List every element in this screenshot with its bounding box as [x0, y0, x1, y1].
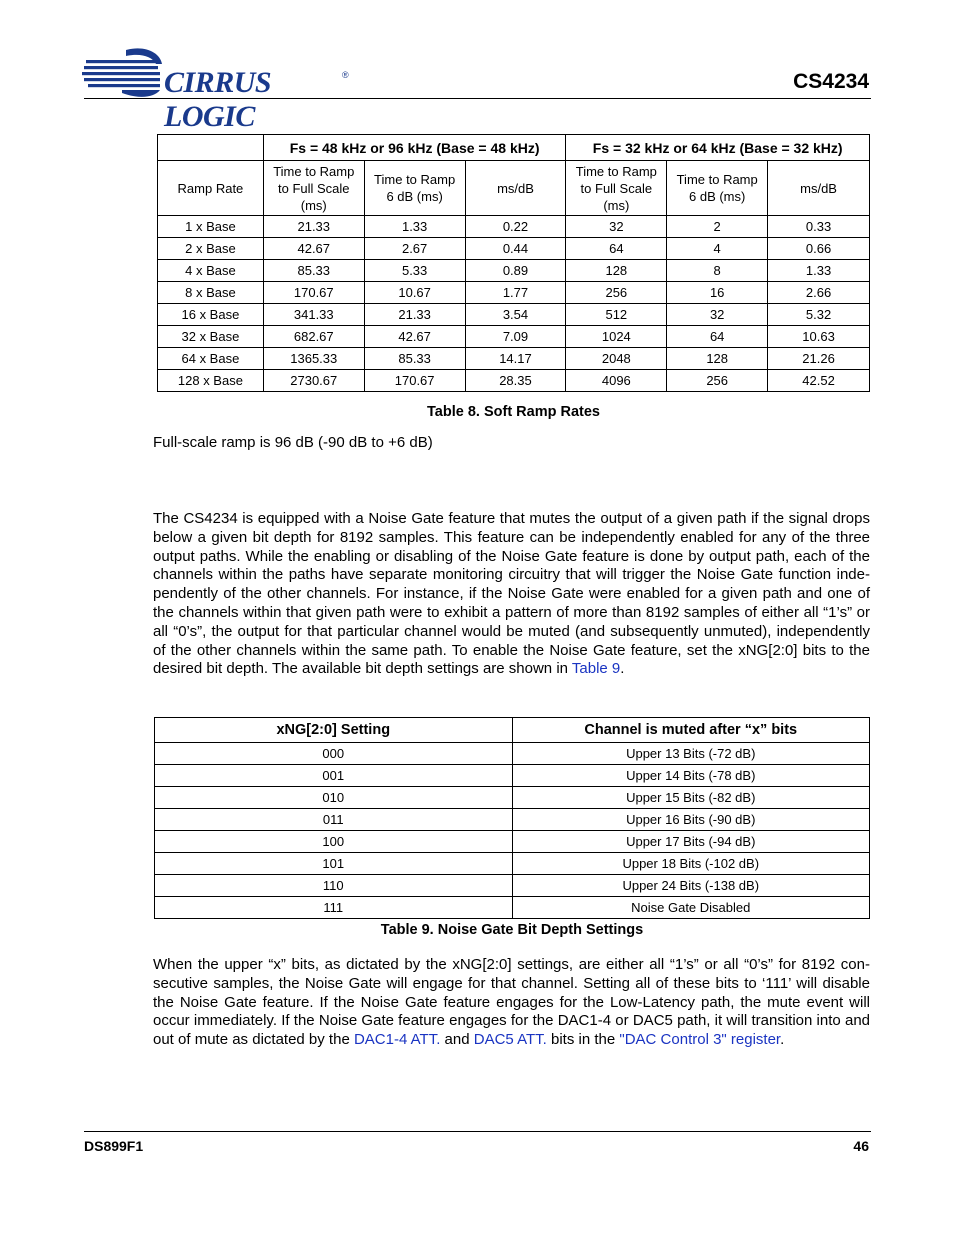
table8-value-cell: 0.33: [768, 216, 870, 238]
table8-value-cell: 2: [667, 216, 768, 238]
table8-group-header-row: [158, 135, 870, 161]
table8-value-cell: 42.67: [364, 326, 465, 348]
table9-header: xNG[2:0] Setting: [155, 718, 513, 743]
table8-value-cell: 21.33: [364, 304, 465, 326]
table9-description-cell: Upper 16 Bits (-90 dB): [512, 809, 870, 831]
table8-value-cell: 682.67: [263, 326, 364, 348]
table8-ramp-rate-cell: 16 x Base: [158, 304, 264, 326]
table9-description-cell: Upper 15 Bits (-82 dB): [512, 787, 870, 809]
table8-row: [158, 282, 870, 304]
table9-header: Channel is muted after “x” bits: [512, 718, 870, 743]
table9-row: [155, 875, 870, 897]
table8-value-cell: 128: [566, 260, 667, 282]
table8-value-cell: 28.35: [465, 370, 566, 392]
cirrus-logic-logo: [82, 46, 362, 133]
table8-value-cell: 85.33: [263, 260, 364, 282]
table8-value-cell: 512: [566, 304, 667, 326]
soft-ramp-rates-table: [157, 134, 870, 392]
table8-row: [158, 260, 870, 282]
table8-caption: Table 8. Soft Ramp Rates: [427, 404, 600, 420]
table8-ramp-rate-cell: 4 x Base: [158, 260, 264, 282]
table8-ramp-rate-cell: 128 x Base: [158, 370, 264, 392]
table8-group-header: Fs = 48 kHz or 96 kHz (Base = 48 kHz): [263, 135, 566, 161]
dac1-4-att-link[interactable]: DAC1-4 ATT.: [353, 1031, 441, 1049]
table8-value-cell: 2730.67: [263, 370, 364, 392]
table8-value-cell: 85.33: [364, 348, 465, 370]
table9-header-row: [155, 718, 870, 743]
table9-row: [155, 809, 870, 831]
table8-ramp-rate-cell: 32 x Base: [158, 326, 264, 348]
table8-value-cell: 2.66: [768, 282, 870, 304]
table8-value-cell: 14.17: [465, 348, 566, 370]
table8-value-cell: 1.33: [364, 216, 465, 238]
table8-value-cell: 64: [566, 238, 667, 260]
table8-value-cell: 0.44: [465, 238, 566, 260]
table8-value-cell: 4: [667, 238, 768, 260]
table8-value-cell: 0.89: [465, 260, 566, 282]
table9-caption: Table 9. Noise Gate Bit Depth Settings: [380, 922, 644, 938]
dac5-att-link[interactable]: DAC5 ATT.: [473, 1031, 547, 1049]
table8-value-cell: 7.09: [465, 326, 566, 348]
table8-subheader: Time to Ramp to Full Scale (ms): [263, 161, 364, 216]
document-id: DS899F1: [84, 1138, 144, 1154]
footer-rule: [84, 1131, 871, 1132]
table8-value-cell: 10.63: [768, 326, 870, 348]
table8-value-cell: 42.67: [263, 238, 364, 260]
table8-value-cell: 16: [667, 282, 768, 304]
table8-value-cell: 170.67: [263, 282, 364, 304]
table8-value-cell: 8: [667, 260, 768, 282]
table9-description-cell: Upper 18 Bits (-102 dB): [512, 853, 870, 875]
table9-row: [155, 853, 870, 875]
table8-row: [158, 348, 870, 370]
table9-setting-cell: 111: [155, 897, 513, 919]
full-scale-note: Full-scale ramp is 96 dB (-90 dB to +6 dB): [153, 434, 433, 451]
table8-value-cell: 0.22: [465, 216, 566, 238]
table8-value-cell: 1365.33: [263, 348, 364, 370]
table8-value-cell: 170.67: [364, 370, 465, 392]
table9-setting-cell: 001: [155, 765, 513, 787]
table8-subheader: ms/dB: [465, 161, 566, 216]
table8-value-cell: 4096: [566, 370, 667, 392]
table8-row: [158, 216, 870, 238]
table8-ramp-rate-cell: 1 x Base: [158, 216, 264, 238]
table8-value-cell: 5.32: [768, 304, 870, 326]
table8-row: [158, 370, 870, 392]
table9-setting-cell: 011: [155, 809, 513, 831]
table8-value-cell: 2.67: [364, 238, 465, 260]
table8-value-cell: 128: [667, 348, 768, 370]
table8-value-cell: 1.33: [768, 260, 870, 282]
brand-name: CIRRUS LOGIC: [164, 66, 272, 133]
table8-subheader: Time to Ramp 6 dB (ms): [364, 161, 465, 216]
table8-row: [158, 304, 870, 326]
table9-setting-cell: 010: [155, 787, 513, 809]
table8-value-cell: 5.33: [364, 260, 465, 282]
table8-corner-cell: [158, 135, 264, 161]
table8-value-cell: 64: [667, 326, 768, 348]
table8-value-cell: 1024: [566, 326, 667, 348]
table8-row: [158, 326, 870, 348]
page-number: 46: [853, 1138, 869, 1154]
table9-description-cell: Noise Gate Disabled: [512, 897, 870, 919]
table9-description-cell: Upper 13 Bits (-72 dB): [512, 743, 870, 765]
table9-description-cell: Upper 14 Bits (-78 dB): [512, 765, 870, 787]
table8-value-cell: 10.67: [364, 282, 465, 304]
table8-value-cell: 32: [667, 304, 768, 326]
table9-setting-cell: 101: [155, 853, 513, 875]
table9-setting-cell: 110: [155, 875, 513, 897]
table8-value-cell: 42.52: [768, 370, 870, 392]
table9-link[interactable]: Table 9: [571, 660, 621, 678]
table9-setting-cell: 000: [155, 743, 513, 765]
noise-gate-paragraph: The CS4234 is equipped with a Noise Gate feature that mutes the output of a given path if the signal drops below a given bit depth for 8192 samples. This feature can be independently enabled for any of the three output paths. While the enabling or disabling of the Noise Gate feature is done by output path, each of the channels within the paths have separate monitoring circuitry that will trigger the Noise Gate function independently of the other channels. For instance, if the Noise Gate were enabled for a given path and one of the channels within that given path were to exhibit a pattern of more than 8192 samples of either all “1’s” or all “0’s”, the output for that particular channel would be muted (and subsequently unmuted), independently of the other channels within the same path. To enable the Noise Gate feature, set the xNG[2:0] bits to the desired bit depth. The available bit depth settings are shown in Table 9.: [153, 510, 870, 678]
table8-value-cell: 1.77: [465, 282, 566, 304]
table8-value-cell: 32: [566, 216, 667, 238]
registered-mark: ®: [342, 70, 349, 80]
table8-ramp-rate-cell: 2 x Base: [158, 238, 264, 260]
table8-ramp-rate-cell: 64 x Base: [158, 348, 264, 370]
part-number-title: CS4234: [793, 70, 869, 93]
table8-group-header: Fs = 32 kHz or 64 kHz (Base = 32 kHz): [566, 135, 870, 161]
table9-description-cell: Upper 24 Bits (-138 dB): [512, 875, 870, 897]
table8-subheader-row: [158, 161, 870, 216]
table8-value-cell: 21.26: [768, 348, 870, 370]
table8-value-cell: 21.33: [263, 216, 364, 238]
table8-value-cell: 3.54: [465, 304, 566, 326]
table8-ramp-rate-cell: 8 x Base: [158, 282, 264, 304]
table8-subheader: Time to Ramp to Full Scale (ms): [566, 161, 667, 216]
table9-row: [155, 787, 870, 809]
table9-row: [155, 831, 870, 853]
table9-setting-cell: 100: [155, 831, 513, 853]
table9-row: [155, 743, 870, 765]
header-rule: [84, 98, 871, 99]
table8-value-cell: 341.33: [263, 304, 364, 326]
table8-value-cell: 0.66: [768, 238, 870, 260]
table8-value-cell: 256: [566, 282, 667, 304]
table9-description-cell: Upper 17 Bits (-94 dB): [512, 831, 870, 853]
dac-control-3-register-link[interactable]: "DAC Control 3" register: [619, 1031, 781, 1049]
table8-subheader: ms/dB: [768, 161, 870, 216]
table9-row: [155, 765, 870, 787]
table9-row: [155, 897, 870, 919]
table8-value-cell: 2048: [566, 348, 667, 370]
noise-gate-bit-depth-table: [154, 717, 870, 919]
table8-row: [158, 238, 870, 260]
table8-subheader: Time to Ramp 6 dB (ms): [667, 161, 768, 216]
table8-ramp-rate-header: Ramp Rate: [158, 161, 264, 216]
table8-value-cell: 256: [667, 370, 768, 392]
noise-gate-engage-paragraph: When the upper “x” bits, as dictated by the xNG[2:0] settings, are either all “1’s” or all “0’s” for 8192 consecutive samples, the Noise Gate will engage for that channel. Setting all of these bits to ‘111’ will disable the Noise Gate feature. If the Noise Gate feature engages for the Low-Latency path, the mute event will occur immediately. If the Noise Gate feature engages for the DAC1-4 or DAC5 path, it will transition into and out of mute as dictated by the DAC1-4 ATT. and DAC5 ATT. bits in the "DAC Control 3" register.: [153, 956, 870, 1049]
